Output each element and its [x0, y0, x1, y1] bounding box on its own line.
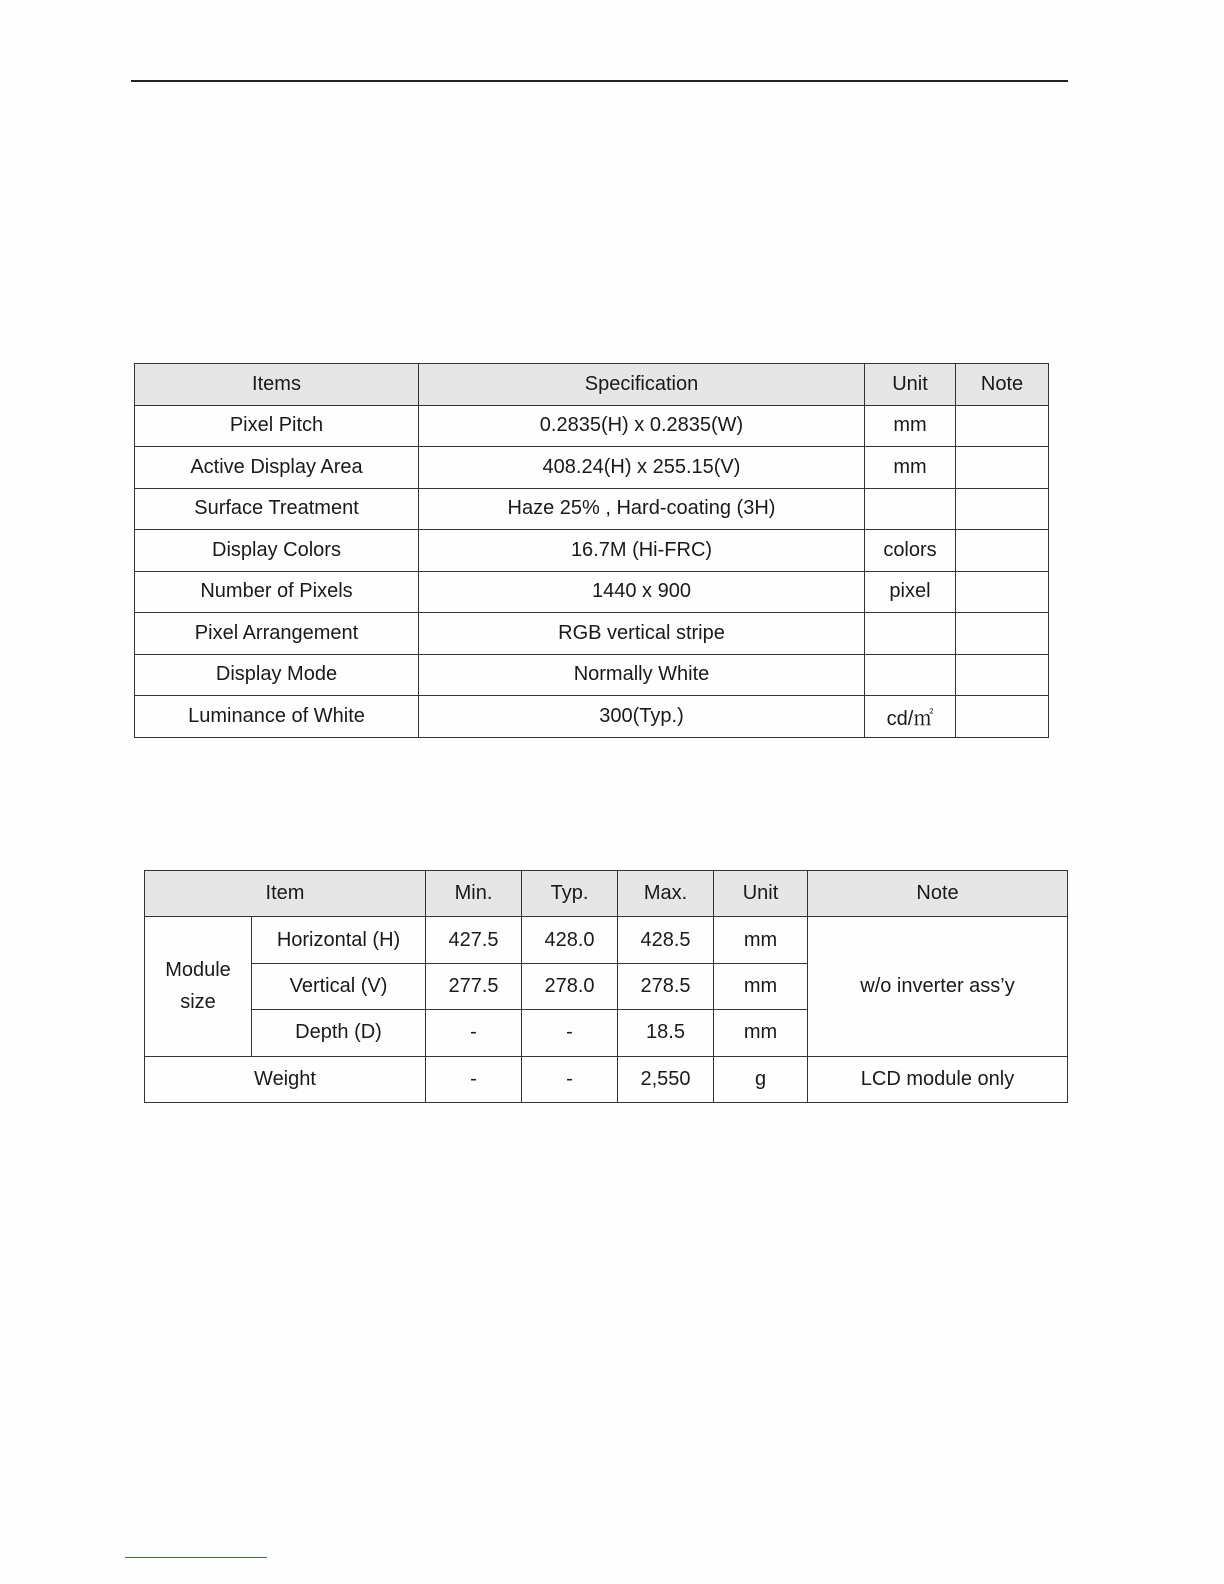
footer-link-rule [125, 1557, 267, 1558]
note-cell [956, 405, 1049, 447]
table-row [135, 571, 1049, 613]
module-label-line1: Module [165, 959, 231, 982]
header-unit: Unit [865, 364, 956, 406]
table-row [135, 447, 1049, 489]
unit-cell: mm [714, 917, 808, 963]
item-cell: Pixel Arrangement [135, 613, 419, 655]
item-cell: Number of Pixels [135, 571, 419, 613]
module-note-cell: w/o inverter ass’y [808, 917, 1068, 1056]
min-cell: - [426, 1010, 522, 1056]
table-row [135, 405, 1049, 447]
min-cell: - [426, 1056, 522, 1102]
typ-cell: - [522, 1010, 618, 1056]
note-cell [956, 571, 1049, 613]
header-typ: Typ. [522, 871, 618, 917]
header-min: Min. [426, 871, 522, 917]
unit-cell [865, 654, 956, 696]
table-row [135, 696, 1049, 738]
header-specification: Specification [419, 364, 865, 406]
item-cell: Display Mode [135, 654, 419, 696]
table-row [135, 488, 1049, 530]
spec-cell: 408.24(H) x 255.15(V) [419, 447, 865, 489]
unit-cell: g [714, 1056, 808, 1102]
header-unit: Unit [714, 871, 808, 917]
spec-cell: 300(Typ.) [419, 696, 865, 738]
module-label-line2: size [180, 991, 216, 1014]
note-cell [956, 696, 1049, 738]
unit-cell: colors [865, 530, 956, 572]
unit-cell [865, 488, 956, 530]
item-cell: Surface Treatment [135, 488, 419, 530]
table-row [145, 1056, 1068, 1102]
unit-cell: mm [714, 963, 808, 1009]
item-cell: Vertical (V) [252, 963, 426, 1009]
unit-cell: mm [714, 1010, 808, 1056]
max-cell: 428.5 [618, 917, 714, 963]
note-cell [956, 613, 1049, 655]
unit-cell: cd/㎡ [865, 696, 956, 738]
spec-cell: 1440 x 900 [419, 571, 865, 613]
item-cell: Pixel Pitch [135, 405, 419, 447]
item-cell: Active Display Area [135, 447, 419, 489]
unit-cell: mm [865, 405, 956, 447]
note-cell: LCD module only [808, 1056, 1068, 1102]
spec-cell: 0.2835(H) x 0.2835(W) [419, 405, 865, 447]
spec-cell: Haze 25% , Hard-coating (3H) [419, 488, 865, 530]
max-cell: 18.5 [618, 1010, 714, 1056]
weight-item-cell: Weight [145, 1056, 426, 1102]
header-item: Item [145, 871, 426, 917]
header-items: Items [135, 364, 419, 406]
item-cell: Horizontal (H) [252, 917, 426, 963]
table-row [135, 530, 1049, 572]
item-cell: Depth (D) [252, 1010, 426, 1056]
mechanical-specs-table [144, 870, 1068, 1103]
header-note: Note [956, 364, 1049, 406]
spec-cell: Normally White [419, 654, 865, 696]
table-row [135, 613, 1049, 655]
max-cell: 2,550 [618, 1056, 714, 1102]
typ-cell: 428.0 [522, 917, 618, 963]
max-cell: 278.5 [618, 963, 714, 1009]
header-max: Max. [618, 871, 714, 917]
header-rule [131, 80, 1068, 82]
table-row [145, 917, 1068, 963]
note-cell [956, 488, 1049, 530]
typ-cell: 278.0 [522, 963, 618, 1009]
unit-cell [865, 613, 956, 655]
module-size-label [145, 917, 252, 1056]
table-header-row [135, 364, 1049, 406]
unit-cell: pixel [865, 571, 956, 613]
table-row [135, 654, 1049, 696]
note-cell [956, 654, 1049, 696]
item-cell: Luminance of White [135, 696, 419, 738]
unit-cell: mm [865, 447, 956, 489]
typ-cell: - [522, 1056, 618, 1102]
min-cell: 427.5 [426, 917, 522, 963]
spec-cell: RGB vertical stripe [419, 613, 865, 655]
note-cell [956, 447, 1049, 489]
note-cell [956, 530, 1049, 572]
item-cell: Display Colors [135, 530, 419, 572]
min-cell: 277.5 [426, 963, 522, 1009]
display-specs-table [134, 363, 1049, 738]
header-note: Note [808, 871, 1068, 917]
table-header-row [145, 871, 1068, 917]
spec-cell: 16.7M (Hi-FRC) [419, 530, 865, 572]
